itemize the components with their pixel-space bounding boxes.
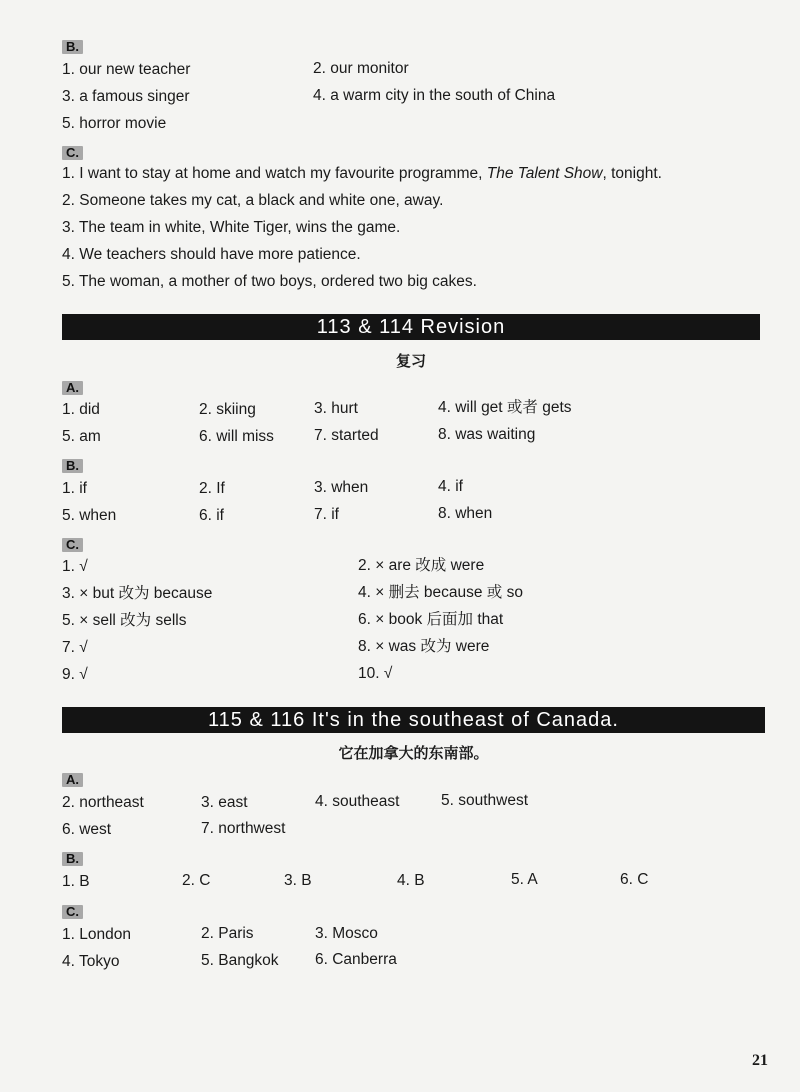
exercise-c-label: C.	[62, 538, 83, 552]
answer-item: 4. if	[438, 478, 463, 495]
answer-item: 2. Paris	[201, 925, 254, 942]
answer-item: 6. will miss	[199, 428, 274, 445]
exercise-c-label: C.	[62, 905, 83, 919]
exercise-c-label: C.	[62, 146, 83, 160]
answer-item: 10. √	[358, 665, 393, 682]
answer-item: 4. will get 或者 gets	[438, 399, 572, 416]
answer-item: 1. if	[62, 480, 87, 497]
answer-item: 2. our monitor	[313, 60, 409, 77]
answer-item: 5. when	[62, 507, 117, 524]
answer-item: 1. B	[62, 873, 90, 890]
answer-item: 2. skiing	[199, 401, 256, 418]
answer-item: 3. × but 改为 because	[62, 585, 213, 602]
answer-item: 5. × sell 改为 sells	[62, 612, 187, 629]
answer-item: 6. × book 后面加 that	[358, 611, 504, 628]
answer-item: 5. horror movie	[62, 115, 167, 132]
answer-item: 2. × are 改成 were	[358, 557, 485, 574]
answer-item: 4. × 删去 because 或 so	[358, 584, 523, 601]
section-subtitle: 复习	[395, 353, 426, 370]
page-number: 21	[752, 1052, 768, 1069]
answer-item: 6. west	[62, 821, 112, 838]
section-subtitle: 它在加拿大的东南部。	[338, 745, 489, 762]
answer-item: 4. southeast	[315, 793, 400, 810]
exercise-b-label: B.	[62, 40, 83, 54]
answer-item: 2. northeast	[62, 794, 144, 811]
answer-item: 5. Bangkok	[201, 952, 279, 969]
answer-item: 3. east	[201, 794, 248, 811]
programme-title: The Talent Show	[486, 165, 603, 182]
answer-item: 3. when	[314, 479, 369, 496]
exercise-b-label: B.	[62, 459, 83, 473]
answer-item: 4. B	[397, 872, 425, 889]
answer-item: 6. C	[620, 871, 649, 888]
answer-item: 7. northwest	[201, 820, 286, 837]
answer-item: 7. √	[62, 639, 88, 656]
answer-item: 5. A	[511, 871, 538, 888]
answer-item: 8. was waiting	[438, 426, 536, 443]
answer-sentence: 5. The woman, a mother of two boys, ordered two big cakes.	[62, 273, 477, 290]
exercise-b-label: B.	[62, 852, 83, 866]
answer-sentence: 1. I want to stay at home and watch my favourite programme, The Talent Show, tonight.	[62, 165, 662, 182]
answer-item: 3. hurt	[314, 400, 358, 417]
answer-item: 6. Canberra	[315, 951, 397, 968]
exercise-a-label: A.	[62, 773, 83, 787]
section-title-bar: 115 & 116 It's in the southeast of Canada.	[62, 707, 765, 733]
answer-item: 4. Tokyo	[62, 953, 120, 970]
answer-item: 4. a warm city in the south of China	[313, 87, 556, 104]
answer-item: 1. our new teacher	[62, 61, 191, 78]
answer-item: 7. if	[314, 506, 339, 523]
answer-item: 3. Mosco	[315, 925, 378, 942]
answer-item: 5. am	[62, 428, 101, 445]
exercise-a-label: A.	[62, 381, 83, 395]
answer-item: 2. If	[199, 480, 225, 497]
answer-item: 9. √	[62, 666, 88, 683]
section-title-bar: 113 & 114 Revision	[62, 314, 760, 340]
answer-item: 1. London	[62, 926, 131, 943]
answer-item: 6. if	[199, 507, 224, 524]
answer-sentence: 4. We teachers should have more patience.	[62, 246, 361, 263]
answer-item: 5. southwest	[441, 792, 529, 809]
answer-sentence: 2. Someone takes my cat, a black and white one, away.	[62, 192, 444, 209]
answer-item: 3. B	[284, 872, 312, 889]
answer-sentence: 3. The team in white, White Tiger, wins the game.	[62, 219, 401, 236]
answer-item: 8. when	[438, 505, 493, 522]
answer-item: 1. did	[62, 401, 100, 418]
answer-item: 8. × was 改为 were	[358, 638, 490, 655]
answer-item: 3. a famous singer	[62, 88, 190, 105]
answer-item: 2. C	[182, 872, 211, 889]
answer-item: 7. started	[314, 427, 379, 444]
answer-item: 1. √	[62, 558, 88, 575]
